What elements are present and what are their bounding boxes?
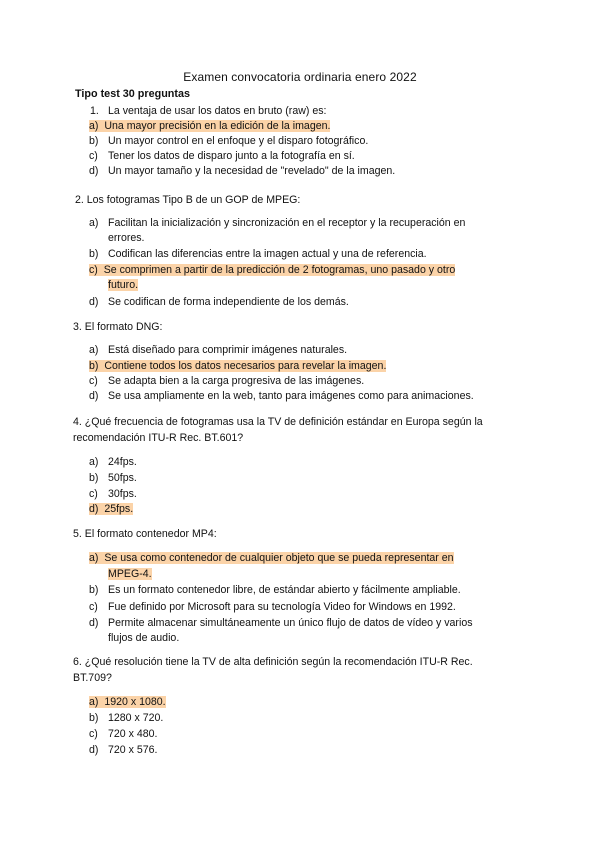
question-5-text: 5. El formato contenedor MP4:: [73, 528, 217, 540]
option-label: c): [89, 375, 98, 387]
option-text: Se codifican de forma independiente de los demás.: [108, 296, 349, 308]
option-label: c): [89, 264, 98, 276]
question-6-text-cont: BT.709?: [73, 672, 112, 684]
page-subtitle: Tipo test 30 preguntas: [75, 88, 190, 100]
option-label: c): [89, 728, 98, 740]
q3-option-b: [89, 359, 386, 373]
option-text: 50fps.: [108, 472, 137, 484]
option-text: 1920 x 1080.: [104, 696, 166, 708]
option-text: Tener los datos de disparo junto a la fotografía en sí.: [108, 150, 355, 162]
option-text: Facilitan la inicialización y sincronización en el receptor y la recuperación en: [108, 217, 466, 229]
option-label: c): [89, 150, 98, 162]
option-label: c): [89, 488, 98, 500]
question-2-text: 2. Los fotogramas Tipo B de un GOP de MPEG:: [75, 194, 301, 206]
option-label: b): [89, 135, 99, 147]
option-label: d): [89, 390, 99, 402]
option-text: Un mayor control en el enfoque y el disparo fotográfico.: [108, 135, 369, 147]
q2-option-c: [89, 263, 455, 277]
question-4-text-cont: recomendación ITU-R Rec. BT.601?: [73, 432, 244, 444]
option-text: 30fps.: [108, 488, 137, 500]
q6-option-a: [89, 695, 166, 709]
q2-option-a-cont: errores.: [108, 232, 145, 244]
option-text: Contiene todos los datos necesarios para revelar la imagen.: [104, 360, 387, 372]
option-text: Se usa como contenedor de cualquier objeto que se pueda representar en: [104, 552, 454, 564]
q1-option-a: [89, 119, 330, 133]
q5-option-a: [89, 551, 454, 565]
option-text: Un mayor tamaño y la necesidad de "revelado" de la imagen.: [108, 165, 396, 177]
option-label: a): [89, 217, 99, 229]
q4-option-d: [89, 502, 133, 516]
option-text: 25fps.: [104, 503, 134, 515]
question-6-text: 6. ¿Qué resolución tiene la TV de alta definición según la recomendación ITU-R Rec.: [73, 656, 473, 668]
option-text: Es un formato contenedor libre, de estándar abierto y fácilmente ampliable.: [108, 584, 461, 596]
page-title: Examen convocatoria ordinaria enero 2022: [183, 70, 417, 84]
option-label: c): [89, 601, 98, 613]
option-text: Fue definido por Microsoft para su tecnología Video for Windows en 1992.: [108, 601, 456, 613]
option-label: b): [89, 712, 99, 724]
option-text: 24fps.: [108, 456, 137, 468]
option-text: Se adapta bien a la carga progresiva de las imágenes.: [108, 375, 365, 387]
option-label: d): [89, 503, 99, 515]
question-3-text: 3. El formato DNG:: [73, 321, 163, 333]
option-label: a): [89, 696, 99, 708]
question-1-text: La ventaja de usar los datos en bruto (raw) es:: [108, 105, 327, 117]
option-text: Permite almacenar simultáneamente un único flujo de datos de vídeo y varios: [108, 617, 473, 629]
question-4-text: 4. ¿Qué frecuencia de fotogramas usa la TV de definición estándar en Europa según la: [73, 416, 483, 428]
option-label: d): [89, 744, 99, 756]
option-text: 720 x 480.: [108, 728, 158, 740]
q2-option-c-cont: futuro.: [108, 279, 139, 291]
option-text: 720 x 576.: [108, 744, 158, 756]
option-label: b): [89, 472, 99, 484]
option-label: d): [89, 165, 99, 177]
option-text: Codifican las diferencias entre la imagen actual y una de referencia.: [108, 248, 427, 260]
option-label: a): [89, 344, 99, 356]
option-text: 1280 x 720.: [108, 712, 164, 724]
option-text: Se comprimen a partir de la predicción de 2 fotogramas, uno pasado y otro: [103, 264, 456, 276]
question-1-number: 1.: [90, 105, 99, 117]
option-label: a): [89, 120, 99, 132]
option-label: b): [89, 248, 99, 260]
option-label: b): [89, 360, 99, 372]
q5-option-a-cont: MPEG-4.: [108, 568, 152, 580]
option-label: d): [89, 296, 99, 308]
option-text: Se usa ampliamente en la web, tanto para imágenes como para animaciones.: [108, 390, 474, 402]
option-label: a): [89, 552, 99, 564]
option-text: Una mayor precisión en la edición de la imagen.: [104, 120, 331, 132]
option-label: b): [89, 584, 99, 596]
option-text: Está diseñado para comprimir imágenes naturales.: [108, 344, 348, 356]
option-label: a): [89, 456, 99, 468]
q5-option-d-cont: flujos de audio.: [108, 632, 180, 644]
option-label: d): [89, 617, 99, 629]
